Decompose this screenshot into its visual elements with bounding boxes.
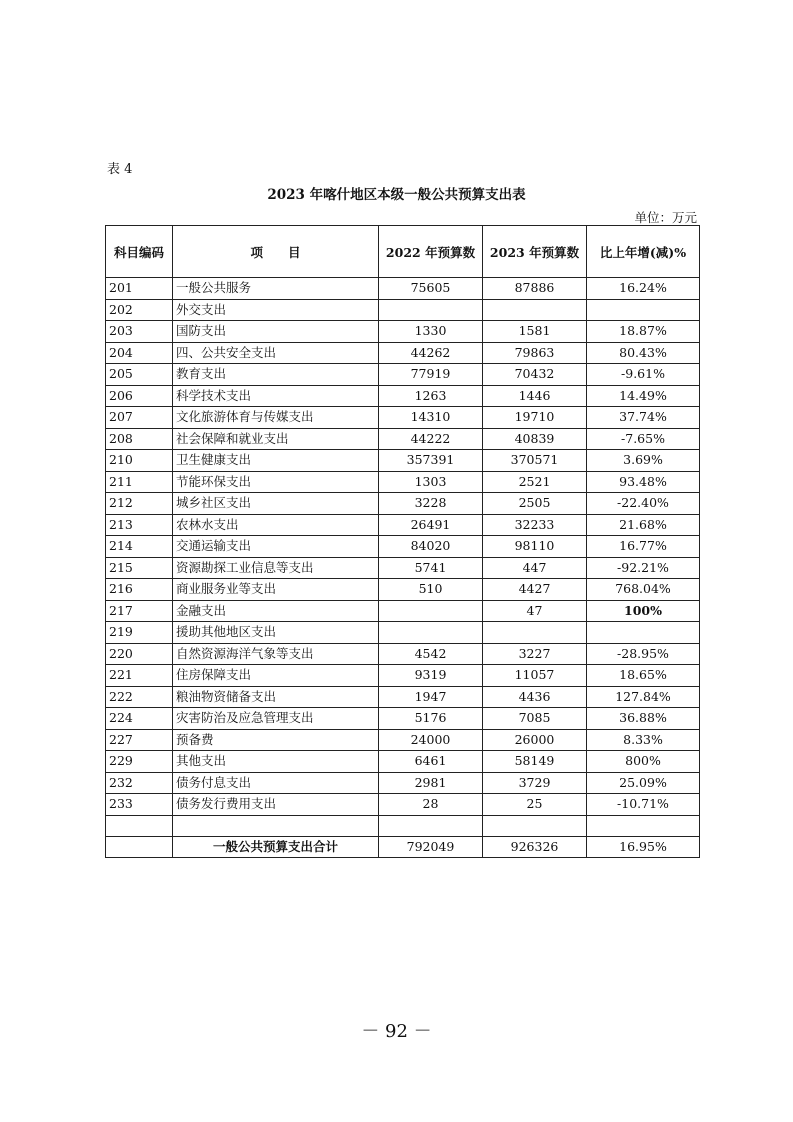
header-2023: 2023 年预算数 bbox=[483, 226, 587, 278]
budget-2022-cell bbox=[379, 600, 483, 622]
budget-2023-cell: 79863 bbox=[483, 342, 587, 364]
table-row bbox=[106, 342, 700, 364]
change-cell: 36.88% bbox=[587, 708, 700, 730]
item-name-cell: 援助其他地区支出 bbox=[173, 622, 379, 644]
table-row bbox=[106, 622, 700, 644]
budget-2023-cell: 3729 bbox=[483, 772, 587, 794]
item-name-cell: 节能环保支出 bbox=[173, 471, 379, 493]
budget-2023-cell: 40839 bbox=[483, 428, 587, 450]
change-cell: 93.48% bbox=[587, 471, 700, 493]
code-cell: 201 bbox=[106, 278, 173, 300]
change-cell: -10.71% bbox=[587, 794, 700, 816]
budget-2022-cell bbox=[379, 622, 483, 644]
budget-2023-cell: 32233 bbox=[483, 514, 587, 536]
header-change: 比上年增(减)% bbox=[587, 226, 700, 278]
budget-2022-cell: 1947 bbox=[379, 686, 483, 708]
budget-2023-cell: 11057 bbox=[483, 665, 587, 687]
budget-2023-cell: 1581 bbox=[483, 321, 587, 343]
change-cell bbox=[587, 299, 700, 321]
item-name-cell: 债务发行费用支出 bbox=[173, 794, 379, 816]
item-name-cell: 农林水支出 bbox=[173, 514, 379, 536]
code-cell: 213 bbox=[106, 514, 173, 536]
change-cell: 100% bbox=[587, 600, 700, 622]
item-name-cell: 灾害防治及应急管理支出 bbox=[173, 708, 379, 730]
change-cell: 16.77% bbox=[587, 536, 700, 558]
code-cell: 203 bbox=[106, 321, 173, 343]
code-cell: 227 bbox=[106, 729, 173, 751]
table-row bbox=[106, 471, 700, 493]
change-cell: 37.74% bbox=[587, 407, 700, 429]
item-name-cell: 住房保障支出 bbox=[173, 665, 379, 687]
code-cell: 222 bbox=[106, 686, 173, 708]
table-number-label: 表 4 bbox=[107, 162, 133, 177]
code-cell: 217 bbox=[106, 600, 173, 622]
code-cell: 208 bbox=[106, 428, 173, 450]
budget-2022-cell: 44222 bbox=[379, 428, 483, 450]
budget-2023-cell: 87886 bbox=[483, 278, 587, 300]
code-cell: 211 bbox=[106, 471, 173, 493]
budget-2022-cell: 510 bbox=[379, 579, 483, 601]
item-name-cell: 预备费 bbox=[173, 729, 379, 751]
code-cell: 210 bbox=[106, 450, 173, 472]
code-cell: 202 bbox=[106, 299, 173, 321]
code-cell: 219 bbox=[106, 622, 173, 644]
table-row bbox=[106, 493, 700, 515]
change-cell: -22.40% bbox=[587, 493, 700, 515]
change-cell bbox=[587, 622, 700, 644]
table-row bbox=[106, 321, 700, 343]
item-name-cell: 一般公共服务 bbox=[173, 278, 379, 300]
budget-table bbox=[105, 225, 700, 858]
budget-2023-cell bbox=[483, 815, 587, 837]
item-name-cell: 金融支出 bbox=[173, 600, 379, 622]
change-cell bbox=[587, 815, 700, 837]
code-cell: 233 bbox=[106, 794, 173, 816]
budget-2022-cell: 5741 bbox=[379, 557, 483, 579]
code-cell: 229 bbox=[106, 751, 173, 773]
code-cell: 220 bbox=[106, 643, 173, 665]
change-cell: 18.87% bbox=[587, 321, 700, 343]
change-cell: 768.04% bbox=[587, 579, 700, 601]
change-cell: 16.24% bbox=[587, 278, 700, 300]
item-name-cell: 自然资源海洋气象等支出 bbox=[173, 643, 379, 665]
table-row bbox=[106, 751, 700, 773]
budget-2023-cell: 4436 bbox=[483, 686, 587, 708]
budget-2023-cell bbox=[483, 299, 587, 321]
change-cell: 8.33% bbox=[587, 729, 700, 751]
item-name-cell: 粮油物资储备支出 bbox=[173, 686, 379, 708]
table-row bbox=[106, 600, 700, 622]
budget-2023-cell: 4427 bbox=[483, 579, 587, 601]
budget-2022-cell: 24000 bbox=[379, 729, 483, 751]
table-header-row bbox=[106, 226, 700, 278]
budget-2022-cell: 1263 bbox=[379, 385, 483, 407]
total-code bbox=[106, 837, 173, 858]
item-name-cell: 城乡社区支出 bbox=[173, 493, 379, 515]
item-name-cell: 债务付息支出 bbox=[173, 772, 379, 794]
budget-2023-cell: 2521 bbox=[483, 471, 587, 493]
change-cell: -7.65% bbox=[587, 428, 700, 450]
budget-2022-cell bbox=[379, 299, 483, 321]
budget-2023-cell bbox=[483, 622, 587, 644]
code-cell: 224 bbox=[106, 708, 173, 730]
item-name-cell: 文化旅游体育与传媒支出 bbox=[173, 407, 379, 429]
total-2022: 792049 bbox=[379, 837, 483, 858]
budget-2023-cell: 70432 bbox=[483, 364, 587, 386]
budget-2022-cell: 28 bbox=[379, 794, 483, 816]
item-name-cell: 外交支出 bbox=[173, 299, 379, 321]
budget-2022-cell: 4542 bbox=[379, 643, 483, 665]
header-2022: 2022 年预算数 bbox=[379, 226, 483, 278]
item-name-cell: 教育支出 bbox=[173, 364, 379, 386]
budget-2022-cell: 1330 bbox=[379, 321, 483, 343]
code-cell: 205 bbox=[106, 364, 173, 386]
budget-2022-cell: 357391 bbox=[379, 450, 483, 472]
table-row bbox=[106, 407, 700, 429]
page-number: － 92 － bbox=[361, 1021, 432, 1042]
item-name-cell: 四、公共安全支出 bbox=[173, 342, 379, 364]
header-item: 项 目 bbox=[173, 226, 379, 278]
code-cell: 204 bbox=[106, 342, 173, 364]
table-row bbox=[106, 708, 700, 730]
total-label: 一般公共预算支出合计 bbox=[173, 837, 379, 858]
table-row bbox=[106, 299, 700, 321]
budget-2023-cell: 25 bbox=[483, 794, 587, 816]
code-cell: 212 bbox=[106, 493, 173, 515]
item-name-cell: 科学技术支出 bbox=[173, 385, 379, 407]
change-cell: -28.95% bbox=[587, 643, 700, 665]
budget-2023-cell: 2505 bbox=[483, 493, 587, 515]
table-row bbox=[106, 557, 700, 579]
change-cell: 3.69% bbox=[587, 450, 700, 472]
code-cell: 232 bbox=[106, 772, 173, 794]
budget-2022-cell: 9319 bbox=[379, 665, 483, 687]
change-cell: 25.09% bbox=[587, 772, 700, 794]
budget-2022-cell: 6461 bbox=[379, 751, 483, 773]
document-title: 2023 年喀什地区本级一般公共预算支出表 bbox=[267, 187, 526, 203]
change-cell: 21.68% bbox=[587, 514, 700, 536]
budget-2022-cell: 3228 bbox=[379, 493, 483, 515]
budget-2023-cell: 47 bbox=[483, 600, 587, 622]
code-cell: 221 bbox=[106, 665, 173, 687]
unit-label: 单位：万元 bbox=[634, 210, 697, 225]
table-row bbox=[106, 385, 700, 407]
item-name-cell: 交通运输支出 bbox=[173, 536, 379, 558]
budget-2022-cell: 84020 bbox=[379, 536, 483, 558]
budget-2023-cell: 26000 bbox=[483, 729, 587, 751]
code-cell bbox=[106, 815, 173, 837]
code-cell: 216 bbox=[106, 579, 173, 601]
header-code: 科目编码 bbox=[106, 226, 173, 278]
budget-2023-cell: 19710 bbox=[483, 407, 587, 429]
table-row bbox=[106, 364, 700, 386]
code-cell: 215 bbox=[106, 557, 173, 579]
change-cell: -92.21% bbox=[587, 557, 700, 579]
code-cell: 207 bbox=[106, 407, 173, 429]
budget-2023-cell: 370571 bbox=[483, 450, 587, 472]
table-row bbox=[106, 643, 700, 665]
item-name-cell bbox=[173, 815, 379, 837]
change-cell: 14.49% bbox=[587, 385, 700, 407]
change-cell: 80.43% bbox=[587, 342, 700, 364]
budget-2022-cell: 75605 bbox=[379, 278, 483, 300]
item-name-cell: 卫生健康支出 bbox=[173, 450, 379, 472]
budget-2023-cell: 1446 bbox=[483, 385, 587, 407]
budget-2023-cell: 7085 bbox=[483, 708, 587, 730]
table-row bbox=[106, 772, 700, 794]
table-row bbox=[106, 794, 700, 816]
budget-2023-cell: 3227 bbox=[483, 643, 587, 665]
budget-2022-cell: 5176 bbox=[379, 708, 483, 730]
item-name-cell: 商业服务业等支出 bbox=[173, 579, 379, 601]
budget-2022-cell: 44262 bbox=[379, 342, 483, 364]
item-name-cell: 资源勘探工业信息等支出 bbox=[173, 557, 379, 579]
budget-2022-cell: 26491 bbox=[379, 514, 483, 536]
code-cell: 214 bbox=[106, 536, 173, 558]
item-name-cell: 其他支出 bbox=[173, 751, 379, 773]
table-row bbox=[106, 278, 700, 300]
budget-2023-cell: 98110 bbox=[483, 536, 587, 558]
table-row bbox=[106, 450, 700, 472]
code-cell: 206 bbox=[106, 385, 173, 407]
change-cell: 800% bbox=[587, 751, 700, 773]
total-change: 16.95% bbox=[587, 837, 700, 858]
total-row bbox=[106, 837, 700, 858]
budget-2022-cell: 77919 bbox=[379, 364, 483, 386]
budget-2022-cell: 14310 bbox=[379, 407, 483, 429]
table-row bbox=[106, 536, 700, 558]
change-cell: 127.84% bbox=[587, 686, 700, 708]
budget-2022-cell: 2981 bbox=[379, 772, 483, 794]
table-row bbox=[106, 579, 700, 601]
change-cell: -9.61% bbox=[587, 364, 700, 386]
table-row bbox=[106, 665, 700, 687]
change-cell: 18.65% bbox=[587, 665, 700, 687]
budget-2023-cell: 58149 bbox=[483, 751, 587, 773]
table-row bbox=[106, 428, 700, 450]
budget-2023-cell: 447 bbox=[483, 557, 587, 579]
budget-2022-cell bbox=[379, 815, 483, 837]
table-row bbox=[106, 815, 700, 837]
budget-2022-cell: 1303 bbox=[379, 471, 483, 493]
table-row bbox=[106, 686, 700, 708]
table-row bbox=[106, 514, 700, 536]
item-name-cell: 社会保障和就业支出 bbox=[173, 428, 379, 450]
table-row bbox=[106, 729, 700, 751]
total-2023: 926326 bbox=[483, 837, 587, 858]
item-name-cell: 国防支出 bbox=[173, 321, 379, 343]
